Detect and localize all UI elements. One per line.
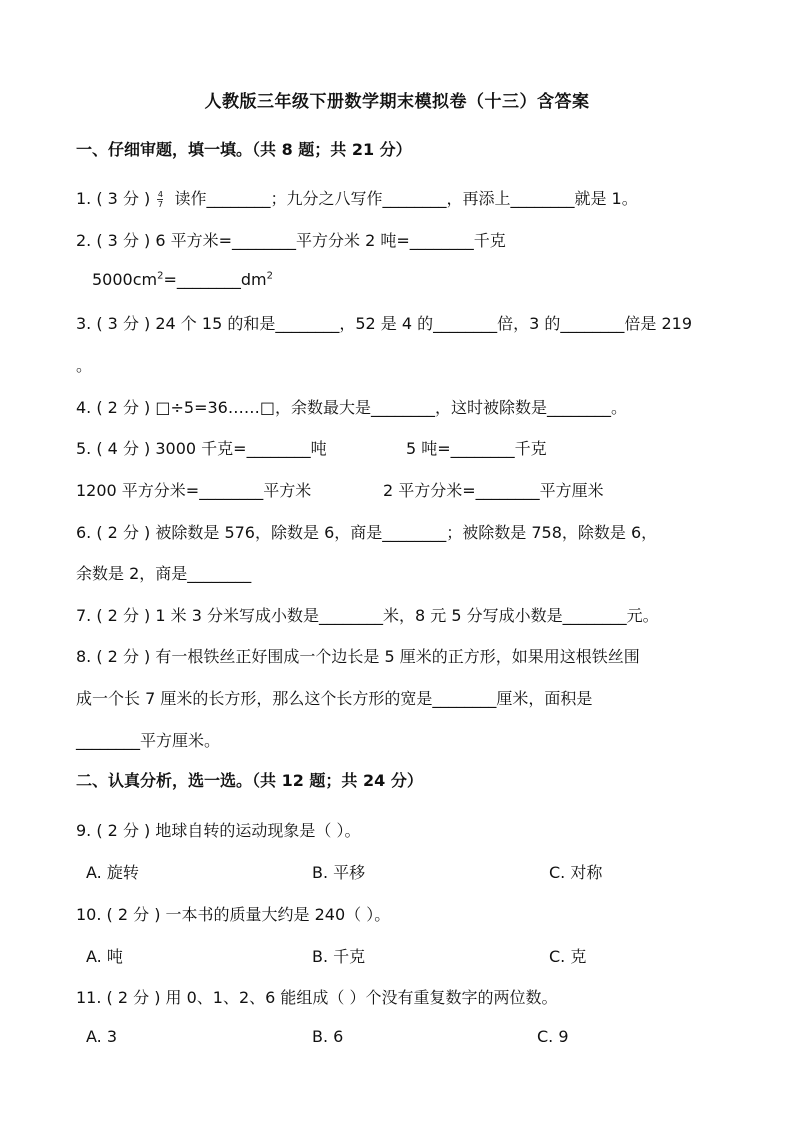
question-8-line-1: 8. ( 2 分 ) 有一根铁丝正好围成一个边长是 5 厘米的正方形，如果用这根铁丝围 xyxy=(76,647,640,666)
question-6-line-2: 余数是 2，商是________ xyxy=(76,564,252,583)
page-title: 人教版三年级下册数学期末模拟卷（十三）含答案 xyxy=(204,92,590,112)
question-9-option-a: A. 旋转 xyxy=(86,863,139,882)
question-2-cm-value: 5000cm xyxy=(92,270,158,289)
question-9-option-b: B. 平移 xyxy=(312,863,366,882)
question-2-line-2 xyxy=(92,270,273,289)
question-6-line-1: 6. ( 2 分 ) 被除数是 576，除数是 6，商是________；被除数是 758，除数是 6， xyxy=(76,523,658,542)
question-2-dm-blank: =________dm xyxy=(163,270,267,289)
question-8-line-2: 成一个长 7 厘米的长方形，那么这个长方形的宽是________厘米，面积是 xyxy=(76,689,593,708)
question-11: 11. ( 2 分 ) 用 0、1、2、6 能组成（ ）个没有重复数字的两位数。 xyxy=(76,988,558,1007)
question-1 xyxy=(76,186,638,209)
fraction-denominator: 7 xyxy=(157,200,163,209)
question-3-line-2: 。 xyxy=(76,356,93,375)
superscript: 2 xyxy=(157,270,164,282)
question-11-option-b: B. 6 xyxy=(312,1027,344,1046)
question-9: 9. ( 2 分 ) 地球自转的运动现象是（ ）。 xyxy=(76,821,361,840)
question-5-part-d: 2 平方分米=________平方厘米 xyxy=(383,481,604,500)
section-heading-multiple-choice: 二、认真分析，选一选。（共 12 题；共 24 分） xyxy=(76,771,423,790)
question-5-part-a: 5. ( 4 分 ) 3000 千克=________吨 xyxy=(76,439,327,458)
question-10-option-b: B. 千克 xyxy=(312,947,366,966)
question-1-prefix: 1. ( 3 分 ) xyxy=(76,189,151,208)
question-7: 7. ( 2 分 ) 1 米 3 分米写成小数是________米，8 元 5 分写成小数是________元。 xyxy=(76,606,659,625)
question-11-option-a: A. 3 xyxy=(86,1027,118,1046)
fraction-numerator: 4 xyxy=(157,190,163,199)
question-10: 10. ( 2 分 ) 一本书的质量大约是 240（ ）。 xyxy=(76,905,391,924)
superscript: 2 xyxy=(266,270,274,282)
question-5-part-c: 1200 平方分米=________平方米 xyxy=(76,481,312,500)
fraction-four-sevenths xyxy=(157,190,163,209)
section-heading-fill-in: 一、仔细审题，填一填。（共 8 题；共 21 分） xyxy=(76,140,412,159)
question-11-option-c: C. 9 xyxy=(537,1027,569,1046)
question-10-option-a: A. 吨 xyxy=(86,947,123,966)
question-10-option-c: C. 克 xyxy=(549,947,587,966)
question-1-text: 读作________；九分之八写作________，再添上________就是 1。 xyxy=(174,189,638,208)
question-8-line-3: ________平方厘米。 xyxy=(76,731,221,750)
question-4: 4. ( 2 分 ) □÷5=36……□，余数最大是________，这时被除数是________。 xyxy=(76,398,627,417)
question-9-option-c: C. 对称 xyxy=(549,863,603,882)
question-2-line-1: 2. ( 3 分 ) 6 平方米=________平方分米 2 吨=________千克 xyxy=(76,231,506,250)
question-5-part-b: 5 吨=________千克 xyxy=(406,439,547,458)
question-3-line-1: 3. ( 3 分 ) 24 个 15 的和是________，52 是 4 的________倍，3 的________倍是 219 xyxy=(76,314,693,333)
